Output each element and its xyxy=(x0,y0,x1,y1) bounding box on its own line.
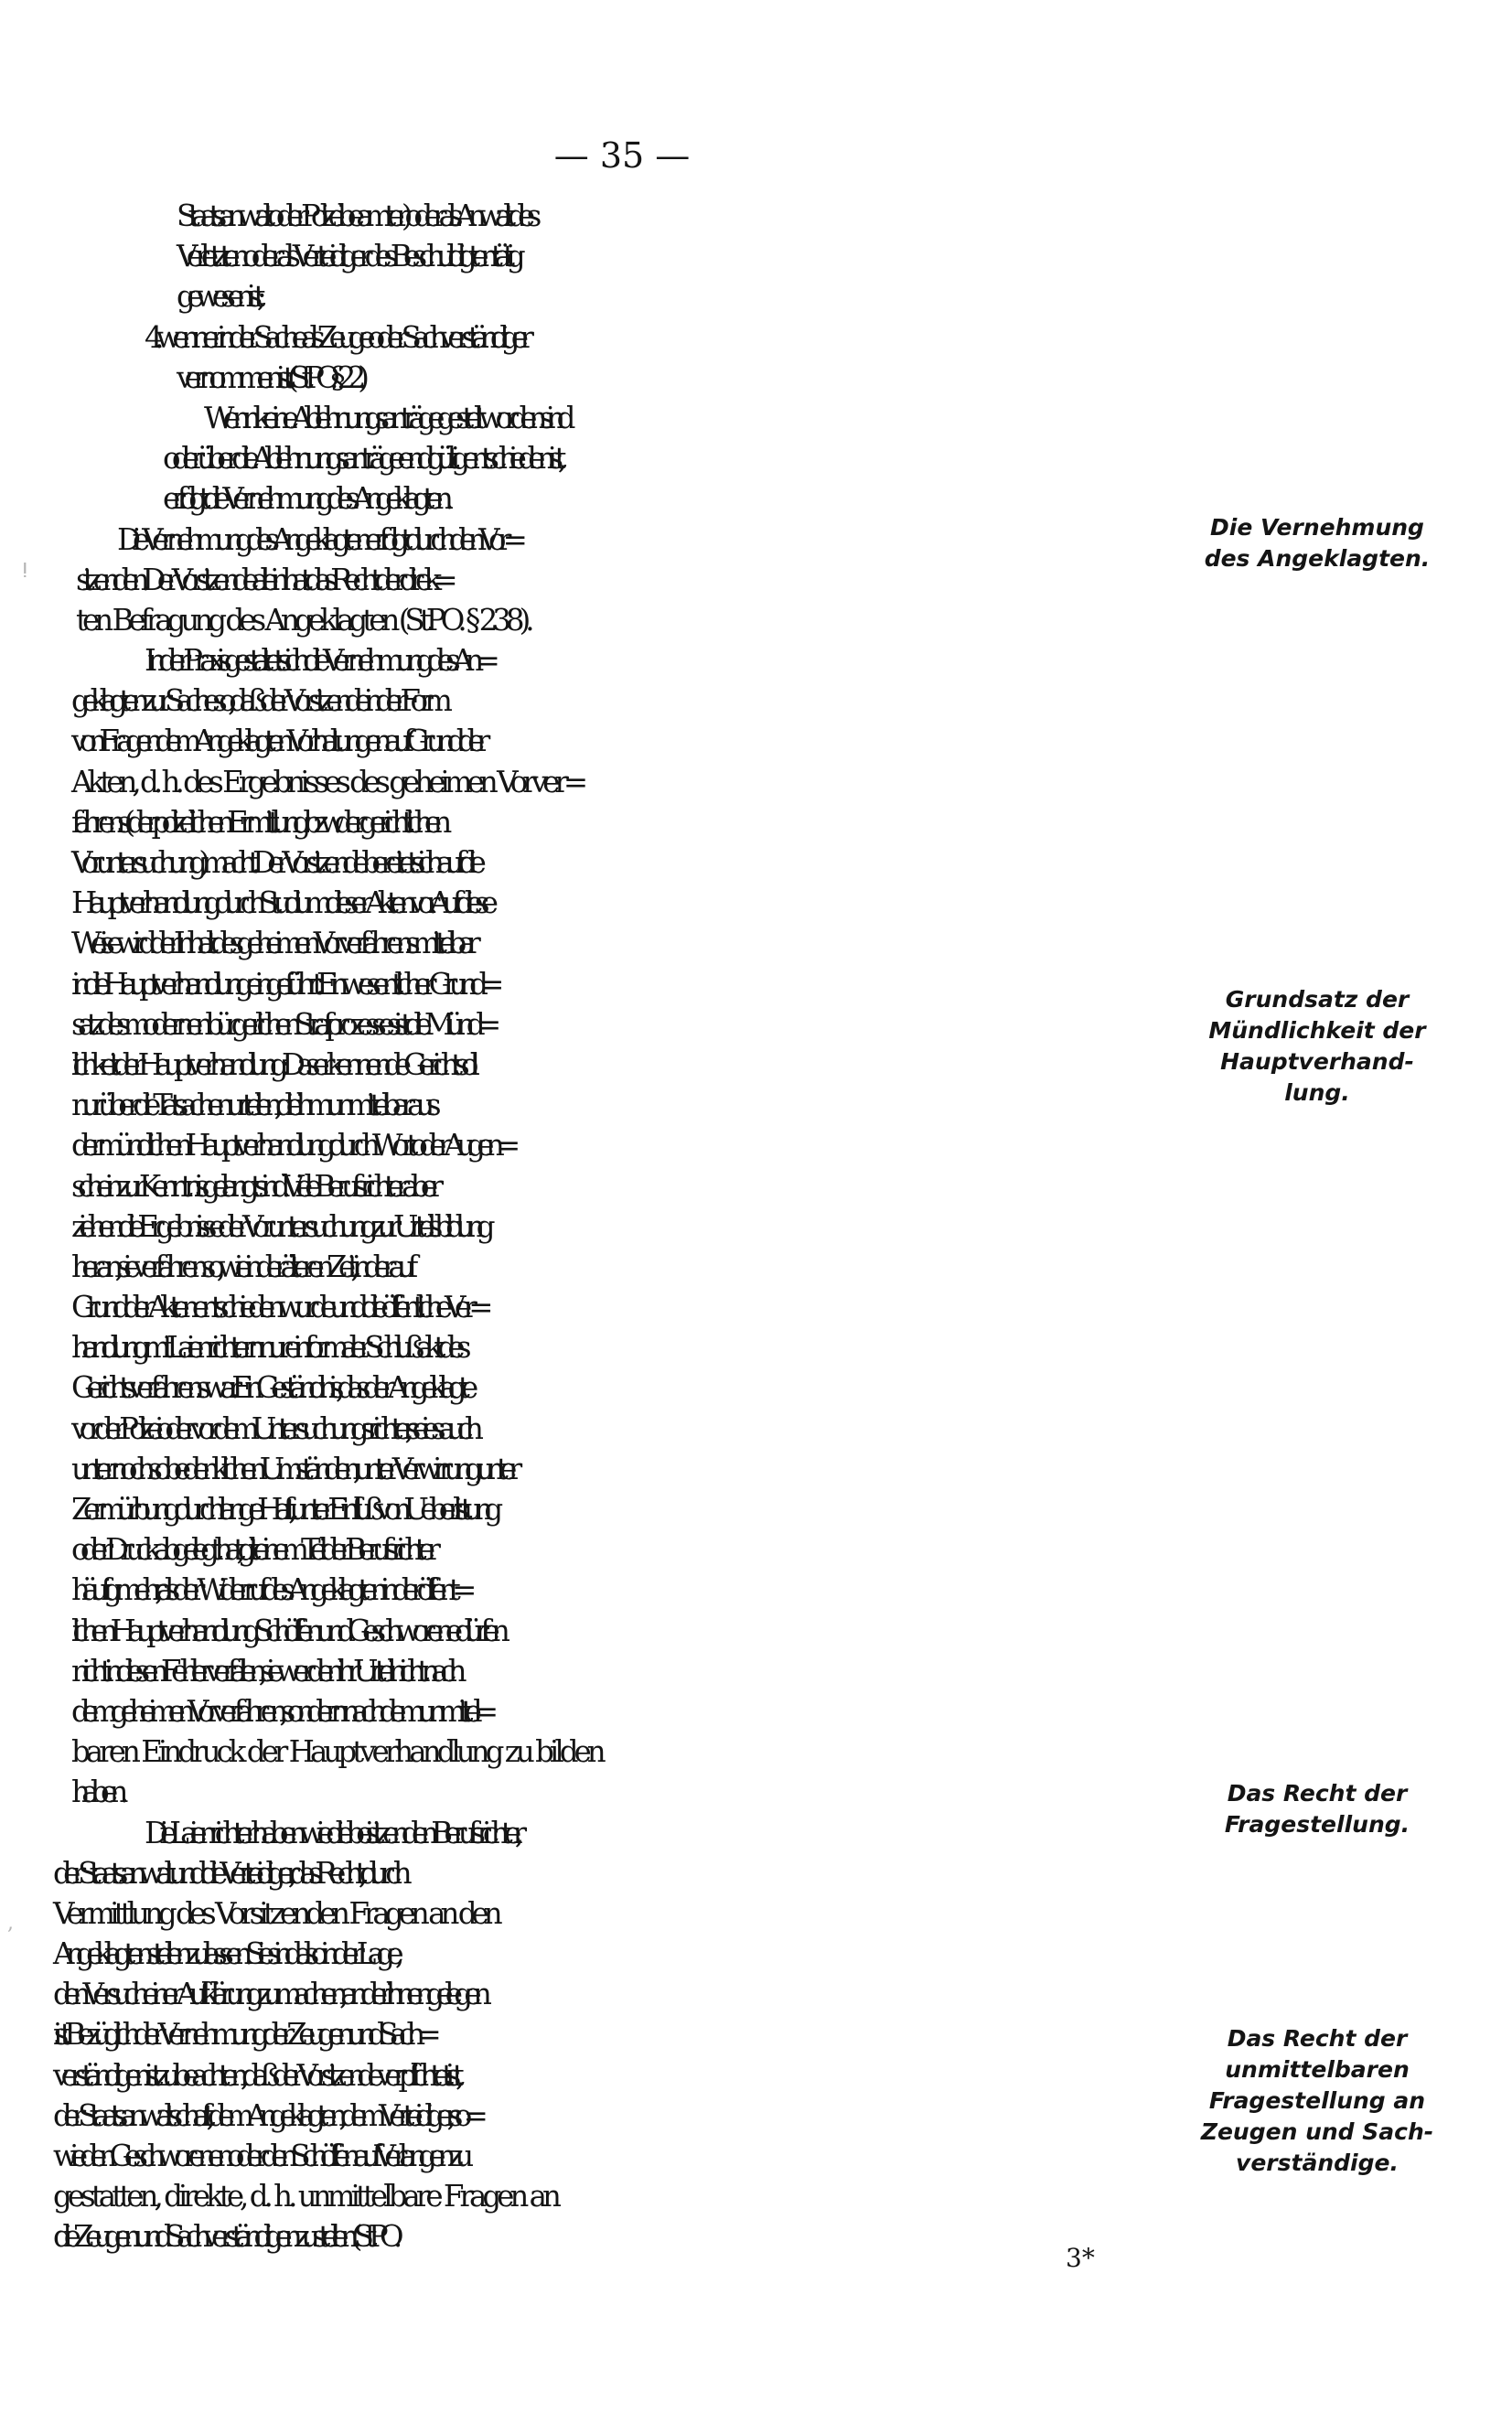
text-line: Staatsanwalt oder Polizeibeamter) oder als Anwalt des xyxy=(177,198,533,233)
text-line: 4. wenn er in der Sache als Zeuge oder Sachverständiger xyxy=(145,319,526,355)
text-line: gestatten, direkte, d. h. unmittelbare Fragen an xyxy=(53,2179,557,2214)
text-line: lichkeit der Hauptverhandlung: Das erkennende Gericht soll xyxy=(71,1046,472,1082)
margin-note-line: Grundsatz der xyxy=(1225,986,1410,1013)
text-line: Die Laienrichter haben wie die beisitzenden Berufsrichter, xyxy=(145,1815,516,1850)
margin-note-line: Zeugen und Sach- xyxy=(1200,2118,1434,2145)
text-line: wie den Geschworenen oder den Schöffen auf Verlangen zu xyxy=(53,2139,466,2173)
text-line: In der Praxis gestaltet sich die Vernehmung des An= xyxy=(145,643,492,679)
margin-note-line: Fragestellung. xyxy=(1224,1811,1410,1838)
margin-note-line: Fragestellung an xyxy=(1208,2087,1426,2114)
text-line: Angeklagten stellen zu lassen. Sie sind also in der Lage, xyxy=(53,1936,396,1972)
text-line: Die Vernehmung des Angeklagten erfolgt durch den Vor= xyxy=(117,521,520,557)
text-line: der Staatsanwaltschaft, dem Angeklagten, dem Verteidiger, so= xyxy=(53,2097,480,2133)
text-line: verständigen ist zu beachten, daß der Vorsitzende verpflichtet ist, xyxy=(53,2057,456,2093)
text-line: satz des modernen bürgerlichen Strafprozesses ist die Münd= xyxy=(71,1006,493,1042)
text-line: vernommen ist. (StPO. § 22.) xyxy=(177,359,361,395)
text-line: der Staatsanwalt und die Verteidiger, das Recht, durch xyxy=(53,1855,403,1891)
margin-note-line: Die Vernehmung xyxy=(1210,514,1424,541)
text-line: unter noch so bedenklichen Umständen, unter Verwirrung, unter xyxy=(71,1451,514,1486)
margin-note-line: Hauptverhand- xyxy=(1220,1048,1414,1075)
margin-note-vernehmung xyxy=(1180,512,1454,574)
text-line: Wenn keine Ablehnungsanträge gestellt worden sind xyxy=(204,400,567,435)
text-line: oder Druck abgelegt hat, gilt einem Teil der Berufsrichter xyxy=(71,1532,433,1568)
text-line: nur über die Tatsachen urteilen, die ihm unmittelbar aus xyxy=(71,1088,433,1123)
text-line: in die Hauptverhandlung eingeführt. Ein wesentlicher Grund= xyxy=(71,966,496,1002)
margin-note-muendlichkeit xyxy=(1180,984,1454,1109)
text-line: ten Befragung des Angeklagten (StPO. § 238). xyxy=(76,602,530,638)
text-line: schein zur Kenntnis gelangt sind. Viele Berufsrichter aber xyxy=(71,1168,435,1204)
margin-note-line: verständige. xyxy=(1236,2150,1399,2176)
signature-mark: 3* xyxy=(1066,2243,1095,2273)
text-line: Gerichtsverfahrens war. Ein Geständnis, das der Angeklagte xyxy=(71,1370,470,1406)
text-line: baren Eindruck der Hauptverhandlung zu bilden xyxy=(71,1734,602,1770)
page-number: — 35 — xyxy=(553,135,691,176)
text-line: Hauptverhandlung durch Studium dieser Akten vor. Auf diese xyxy=(71,885,490,921)
text-line: erfolgt die Vernehmung des Angeklagten. xyxy=(163,481,445,517)
margin-note-line: unmittelbaren xyxy=(1225,2056,1410,2083)
text-line: gewesen ist; xyxy=(177,279,258,315)
margin-note-line: lung. xyxy=(1284,1079,1350,1106)
text-line: sitzenden. Der Vorsitzende allein hat das Recht der direk= xyxy=(76,562,449,597)
margin-note-unmittelbare-fragestellung xyxy=(1180,2023,1454,2179)
text-line: geklagten zur Sache so, daß der Vorsitzende in der Form xyxy=(71,683,445,719)
text-line: oder über die Ablehnungsanträge endgültig entschieden ist, xyxy=(163,441,559,477)
text-line: heran; sie verfahren so, wie in der älteren Zeit, in der auf xyxy=(71,1249,410,1284)
text-line: nicht in diesen Fehler verfallen, sie werden ihr Urteil nicht nach xyxy=(71,1653,458,1689)
text-line: vor der Polizei oder vor dem Untersuchungsrichter, sei es auch xyxy=(71,1410,476,1446)
text-line: Akten, d. h. des Ergebnisses des geheimen Vorver= xyxy=(71,764,584,799)
margin-note-line: des Angeklagten. xyxy=(1204,545,1431,572)
text-line: Zermürbung durch lange Haft, unter Einfluß von Ueberlistung xyxy=(71,1492,495,1527)
text-line: der mündlichen Hauptverhandlung durch Wort oder Augen= xyxy=(71,1128,512,1163)
margin-note-line: Mündlichkeit der xyxy=(1208,1017,1426,1044)
margin-note-line: Das Recht der xyxy=(1227,1780,1408,1807)
text-line: ziehen die Ergebnisse der Voruntersuchung zur Urteilsbildung xyxy=(71,1208,487,1244)
text-line: fahrens (der polizeilichen Ermittlung bzw. der gerichtlichen xyxy=(71,804,444,840)
margin-note-line: Das Recht der xyxy=(1227,2025,1408,2052)
text-line: Grund der Akten entschieden wurde und die öffentliche Ver= xyxy=(71,1290,485,1325)
text-line: dem geheimen Vorverfahren, sondern nach dem unmittel= xyxy=(71,1693,490,1729)
margin-speck: , xyxy=(7,1912,14,1935)
margin-speck: ⵑ xyxy=(22,560,28,583)
text-line: häufig mehr, als der Widerruf des Angeklagten in der öffent= xyxy=(71,1572,468,1608)
text-line: handlung mit Laienrichtern nur ein formaler Schlußakt des xyxy=(71,1330,463,1366)
text-line: den Versuch einer Aufklärung zu machen, an der ihnen gelegen xyxy=(53,1977,484,2012)
text-line: ist. Bezüglich der Vernehmung der Zeugen und Sach= xyxy=(53,2017,434,2053)
text-line: lichen Hauptverhandlung. Schöffen und Geschworene dürfen xyxy=(71,1613,502,1648)
text-line: Verletzten oder als Verteidiger des Beschuldigten tätig xyxy=(177,239,517,274)
text-line: Voruntersuchung) macht. Der Vorsitzende bereitet sich auf die xyxy=(71,845,478,880)
text-line: Vermittlung des Vorsitzenden Fragen an den xyxy=(53,1895,498,1931)
text-line: haben. xyxy=(71,1775,121,1810)
body-text xyxy=(53,196,1151,2257)
text-line: Weise wird der Inhalt des geheimen Vorverfahrens mittelbar xyxy=(71,926,473,961)
margin-note-fragestellung xyxy=(1180,1778,1454,1840)
text-line: die Zeugen und Sachverständigen zu stellen (StPO. xyxy=(53,2219,394,2255)
text-line: von Fragen dem Angeklagten Vorhaltungen auf Grund der xyxy=(71,724,482,759)
